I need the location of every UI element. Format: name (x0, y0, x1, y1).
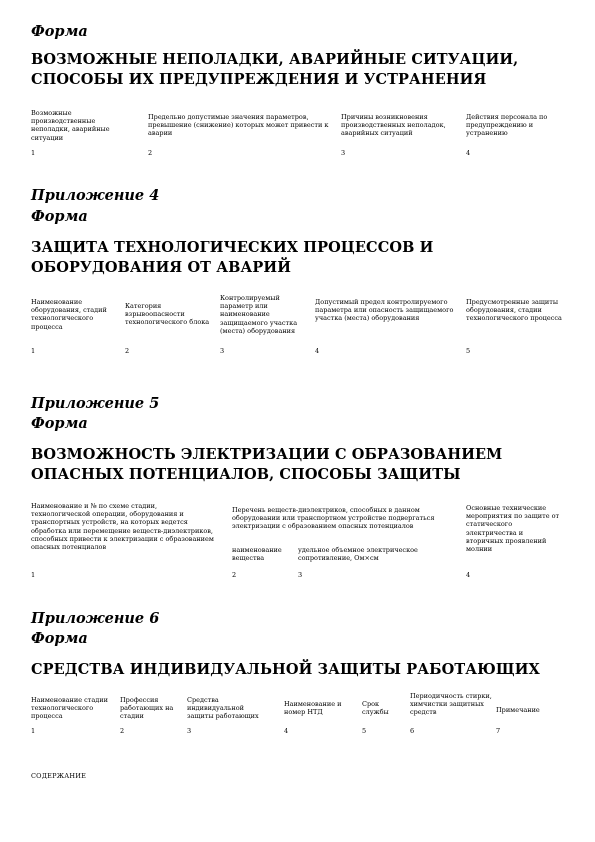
table-header-cell: Средства индивидуальной защиты работающих (187, 696, 259, 721)
table-header-cell: Наименование и номер НТД (284, 700, 342, 717)
column-number: 4 (284, 727, 289, 735)
section-title-line: ВОЗМОЖНЫЕ НЕПОЛАДКИ, АВАРИЙНЫЕ СИТУАЦИИ, (31, 51, 519, 68)
column-number: 3 (220, 347, 225, 355)
column-number: 1 (31, 727, 36, 735)
column-number: 2 (148, 149, 153, 157)
table-header-cell: Основные технические мероприятия по защите от статического электричества и вторичных проявлений молнии (466, 504, 560, 554)
table-header-cell: Периодичность стирки, химчистки защитных средств (410, 692, 492, 717)
table-header-cell: Наименование и № по схеме стадии, технологической операции, оборудования и транспортных устройств, на которых ведется обработка или перемещение веществ-диэлектриков, способных привести к электризации с образованием опасных потенциалов (31, 502, 214, 552)
table-header-cell: Профессия работающих на стадии (120, 696, 174, 721)
section-title (31, 238, 571, 278)
appendix-label: Приложение 5 (31, 395, 160, 412)
table-header-cell: Причины возникновения производственных неполадок, аварийных ситуаций (341, 113, 446, 138)
column-number: 4 (466, 571, 471, 579)
table-header-cell: Примечание (496, 706, 540, 714)
column-number: 1 (31, 149, 36, 157)
form-label: Форма (31, 23, 88, 40)
table-subheader-cell: наименование вещества (232, 546, 282, 563)
section-title-line: ВОЗМОЖНОСТЬ ЭЛЕКТРИЗАЦИИ С ОБРАЗОВАНИЕМ (31, 446, 503, 463)
column-number: 4 (315, 347, 320, 355)
table-header-cell: Срок службы (362, 700, 389, 717)
column-number: 5 (466, 347, 471, 355)
section-title-line: ОБОРУДОВАНИЯ ОТ АВАРИЙ (31, 259, 291, 276)
table-header-cell: Предельно допустимые значения параметров, превышение (снижение) которых может привести к аварии (148, 113, 329, 138)
table-header-cell: Допустимый предел контролируемого параметра или опасность защищаемого участка (места) оборудования (315, 298, 454, 323)
column-number: 2 (125, 347, 130, 355)
appendix-label: Приложение 6 (31, 610, 160, 627)
section-title: СРЕДСТВА ИНДИВИДУАЛЬНОЙ ЗАЩИТЫ РАБОТАЮЩИХ (31, 661, 540, 678)
table-header-cell: Наименование оборудования, стадий технологического процесса (31, 298, 107, 331)
table-subheader-cell: удельное объемное электрическое сопротивление, Ом×см (298, 546, 418, 563)
column-number: 6 (410, 727, 415, 735)
appendix-label: Приложение 4 (31, 187, 160, 204)
table-header-cell: Категория взрывоопасности технологического блока (125, 302, 210, 327)
column-number: 5 (362, 727, 367, 735)
column-number: 3 (298, 571, 303, 579)
table-group-header: Перечень веществ-диэлектриков, способных в данном оборудовании или транспортном устройстве подвергаться электризации с образованием опасных потенциалов (232, 506, 435, 531)
column-number: 2 (232, 571, 237, 579)
column-number: 3 (341, 149, 346, 157)
section-title (31, 445, 571, 485)
section-title-line: ЗАЩИТА ТЕХНОЛОГИЧЕСКИХ ПРОЦЕССОВ И (31, 239, 434, 256)
section-title (31, 50, 571, 90)
table-header-cell: Возможные производственные неполадки, аварийные ситуации (31, 109, 110, 142)
table-header-cell: Контролируемый параметр или наименование защищаемого участка (места) оборудования (220, 294, 298, 335)
column-number: 1 (31, 347, 36, 355)
contents-link[interactable]: СОДЕРЖАНИЕ (31, 772, 87, 780)
column-number: 1 (31, 571, 36, 579)
table-header-cell: Предусмотренные защиты оборудования, стадии технологического процесса (466, 298, 562, 323)
form-label: Форма (31, 208, 88, 225)
form-label: Форма (31, 630, 88, 647)
table-header-cell: Действия персонала по предупреждению и устранению (466, 113, 548, 138)
section-title-line: ОПАСНЫХ ПОТЕНЦИАЛОВ, СПОСОБЫ ЗАЩИТЫ (31, 466, 461, 483)
column-number: 2 (120, 727, 125, 735)
form-label: Форма (31, 415, 88, 432)
column-number: 7 (496, 727, 501, 735)
column-number: 3 (187, 727, 192, 735)
column-number: 4 (466, 149, 471, 157)
section-title-line: СПОСОБЫ ИХ ПРЕДУПРЕЖДЕНИЯ И УСТРАНЕНИЯ (31, 71, 487, 88)
table-header-cell: Наименование стадии технологического процесса (31, 696, 108, 721)
